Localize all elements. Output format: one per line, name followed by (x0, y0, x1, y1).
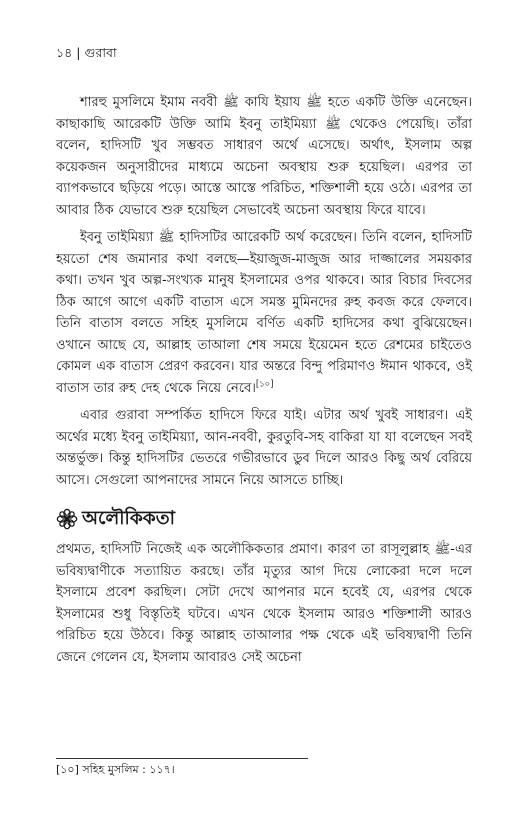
header-separator: | (72, 45, 85, 60)
footnote: [১০] সহিহ মুসলিম : ১১৭। (56, 763, 175, 776)
running-header (56, 44, 472, 62)
footnote-reference: [১০] (255, 379, 274, 390)
paragraph-1: শারহু মুসলিমে ইমাম নববী ﷺ কাযি ইয়ায ﷺ হতে একটি উক্তি এনেছেন। কাছাকাছি আরেকটি উক্তি আমি ইবনু তাইমিয়্যা ﷺ থেকেও পেয়েছি। তাঁরা বলেন, হাদিসটি খুব সম্ভবত সাধারণ অর্থে এসেছে। অর্থাৎ, ইসলাম অল্প কয়েকজন অনুসারীদের মাধ্যমে অচেনা অবস্থায় শুরু হয়েছিল। এরপর তা ব্যাপকভাবে ছড়িয়ে পড়ে। আস্তে আস্তে পরিচিত, শক্তিশালী হয়ে ওঠে। এরপর তা আবার ঠিক যেভাবে শুরু হয়েছিল সেভাবেই অচেনা অবস্থায় ফিরে যাবে। (56, 95, 473, 218)
page-number: ১৪ (56, 45, 73, 60)
flower-ornament-icon (56, 508, 78, 530)
page (56, 44, 473, 665)
paragraph-2-text: ইবনু তাইমিয়্যা ﷺ হাদিসটির আরেকটি অর্থ করেছেন। তিনি বলেন, হাদিসটি হয়তো শেষ জমানার কথা বলছে—ইয়াজুজ-মাজুজ আর দাজ্জালের সময়কার কথা। তখন খুব অল্প-সংখ্যক মানুষ ইসলামের ওপর থাকবে। আর বিচার দিবসের ঠিক আগে আগে একটি বাতাস এসে সমস্ত মুমিনদের রুহ কবজ করে ফেলবে। তিনি বাতাস বলতে সহিহ মুসলিমে বর্ণিত একটি হাদিসের কথা বুঝিয়েছেন। ওখানে আছে যে, আল্লাহ তাআলা শেষ সময়ে ইয়েমেন হতে রেশমের চাইতেও কোমল এক বাতাস প্রেরণ করবেন। যার অন্তরে বিন্দু পরিমাণও ঈমান থাকবে, ওই বাতাস তার রুহ দেহ থেকে নিয়ে নেবে। (56, 230, 472, 396)
paragraph-4: প্রথমত, হাদিসটি নিজেই এক অলৌকিকতার প্রমাণ। কারণ তা রাসূলুল্লাহ ﷺ-এর ভবিষ্যদ্বাণীকে সত্যায়িত করছে। তাঁর মৃত্যুর আগ দিয়ে লোকেরা দলে দলে ইসলামে প্রবেশ করছিল। সেটা দেখে আপনার মনে হবেই যে, এরপর থেকে ইসলামের শুধু বিস্তৃতিই ঘটবে। এখন থেকে ইসলাম আরও শক্তিশালী আরও পরিচিত হয়ে উঠবে। কিন্তু আল্লাহ তাআলার পক্ষ থেকে এই ভবিষ্যদ্বাণী তিনি জেনে গেলেন যে, ইসলাম আবারও সেই অচেনা (56, 542, 472, 665)
section-title: অলৌকিকতা (82, 508, 175, 529)
paragraph-3: এবার গুরাবা সম্পর্কিত হাদিসে ফিরে যাই। এটার অর্থ খুবই সাধারণ। এই অর্থের মধ্যে ইবনু তাইমিয়্যা, আন-নববী, কুরতুবি-সহ বাকিরা যা যা বলেছেন সবই অন্তর্ভুক্ত। কিন্তু হাদিসটির ভেতরে গভীরভাবে ডুব দিলে আরও কিছু অর্থ বেরিয়ে আসে। সেগুলো আপনাদের সামনে নিয়ে আসতে চাচ্ছি। (56, 408, 472, 488)
paragraph-2 (56, 227, 472, 399)
footnote-divider (56, 758, 308, 759)
book-title: গুরাবা (84, 45, 117, 60)
page-body (56, 92, 472, 674)
section-heading (56, 505, 472, 533)
